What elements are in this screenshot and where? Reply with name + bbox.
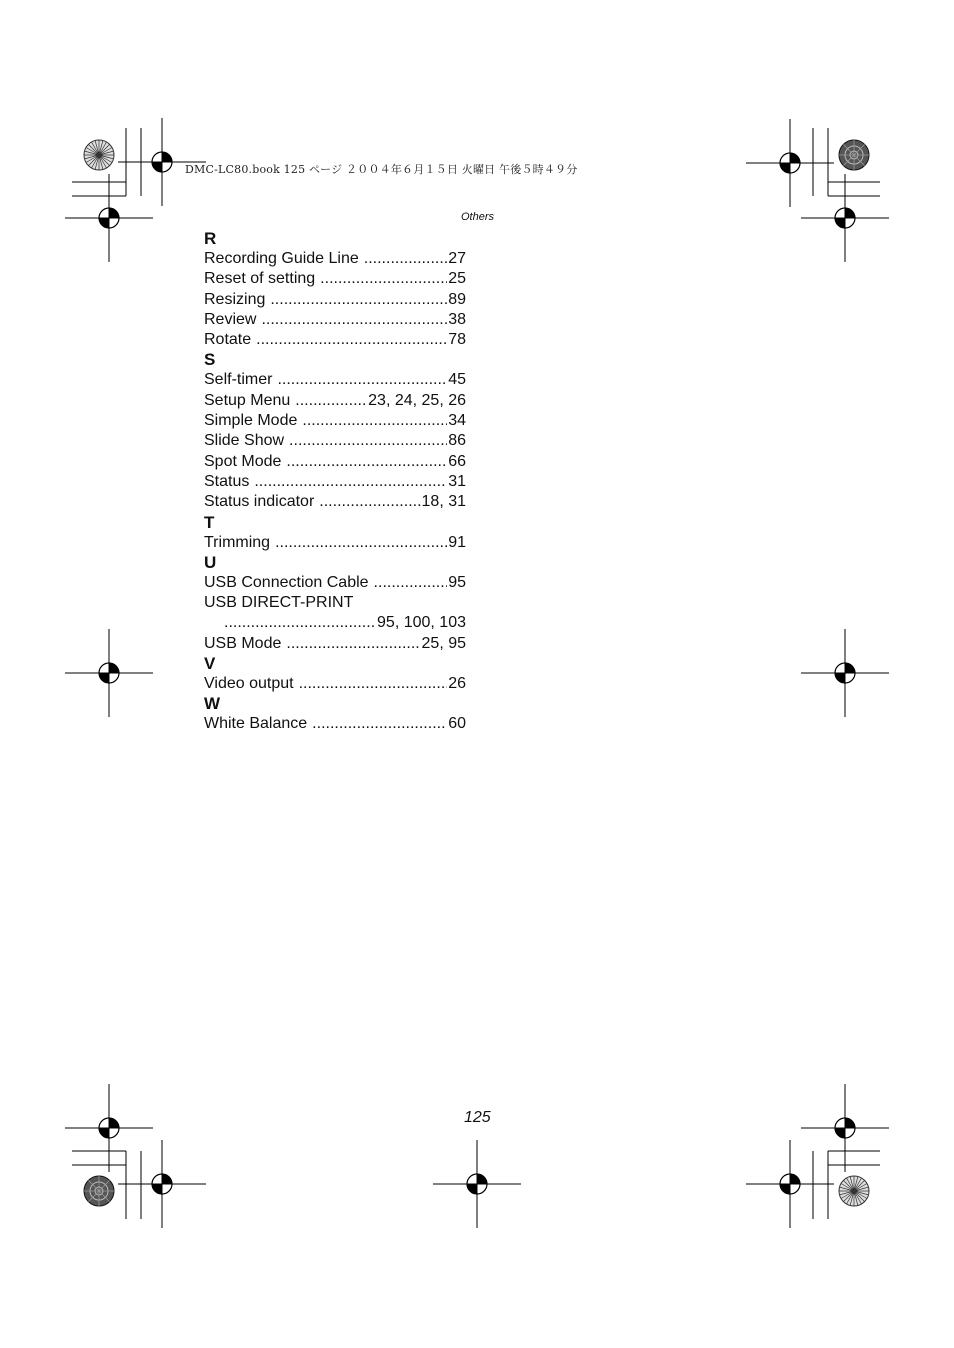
index-entry: Spot Mode ..... 66: [204, 452, 466, 472]
index-letter: W: [204, 694, 221, 714]
index-entry: White Balance ..... 60: [204, 714, 466, 734]
index-entry: USB Mode ..... 25, 95: [204, 634, 466, 654]
index-entry-continued: ..... 95, 100, 103: [204, 613, 466, 633]
index-entry: Review ..... 38: [204, 310, 466, 330]
index-entry: Rotate ..... 78: [204, 330, 466, 350]
index-entry: Slide Show ..... 86: [204, 431, 466, 451]
index-entry: Video output ..... 26: [204, 674, 466, 694]
index-letter: U: [204, 552, 217, 572]
index-entry: Resizing ..... 89: [204, 290, 466, 310]
index-entry: Self-timer ..... 45: [204, 370, 466, 390]
index-entry: USB DIRECT-PRINT: [204, 594, 354, 612]
index-entry: USB Connection Cable ..... 95: [204, 573, 466, 593]
index-entry: Simple Mode ..... 34: [204, 411, 466, 431]
index-entry: Status ..... 31: [204, 472, 466, 492]
section-label: Others: [461, 211, 495, 223]
index-entry: Recording Guide Line ..... 27: [204, 249, 466, 269]
page-number: 125: [464, 1109, 491, 1126]
index-entry: Setup Menu ..... 23, 24, 25, 26: [204, 391, 466, 411]
index-letter: S: [204, 350, 216, 370]
index-letter: V: [204, 654, 216, 674]
print-file-header: DMC-LC80.book 125 ページ ２００４年６月１５日 火曜日 午後５時４９分: [185, 163, 578, 176]
index-letter: R: [204, 229, 217, 248]
index-entry: Reset of setting ..... 25: [204, 269, 466, 289]
index-entry: Status indicator ..... 18, 31: [204, 492, 466, 512]
index-letter: T: [204, 512, 215, 532]
index-list: [204, 229, 466, 735]
index-entry: Trimming ..... 91: [204, 533, 466, 553]
